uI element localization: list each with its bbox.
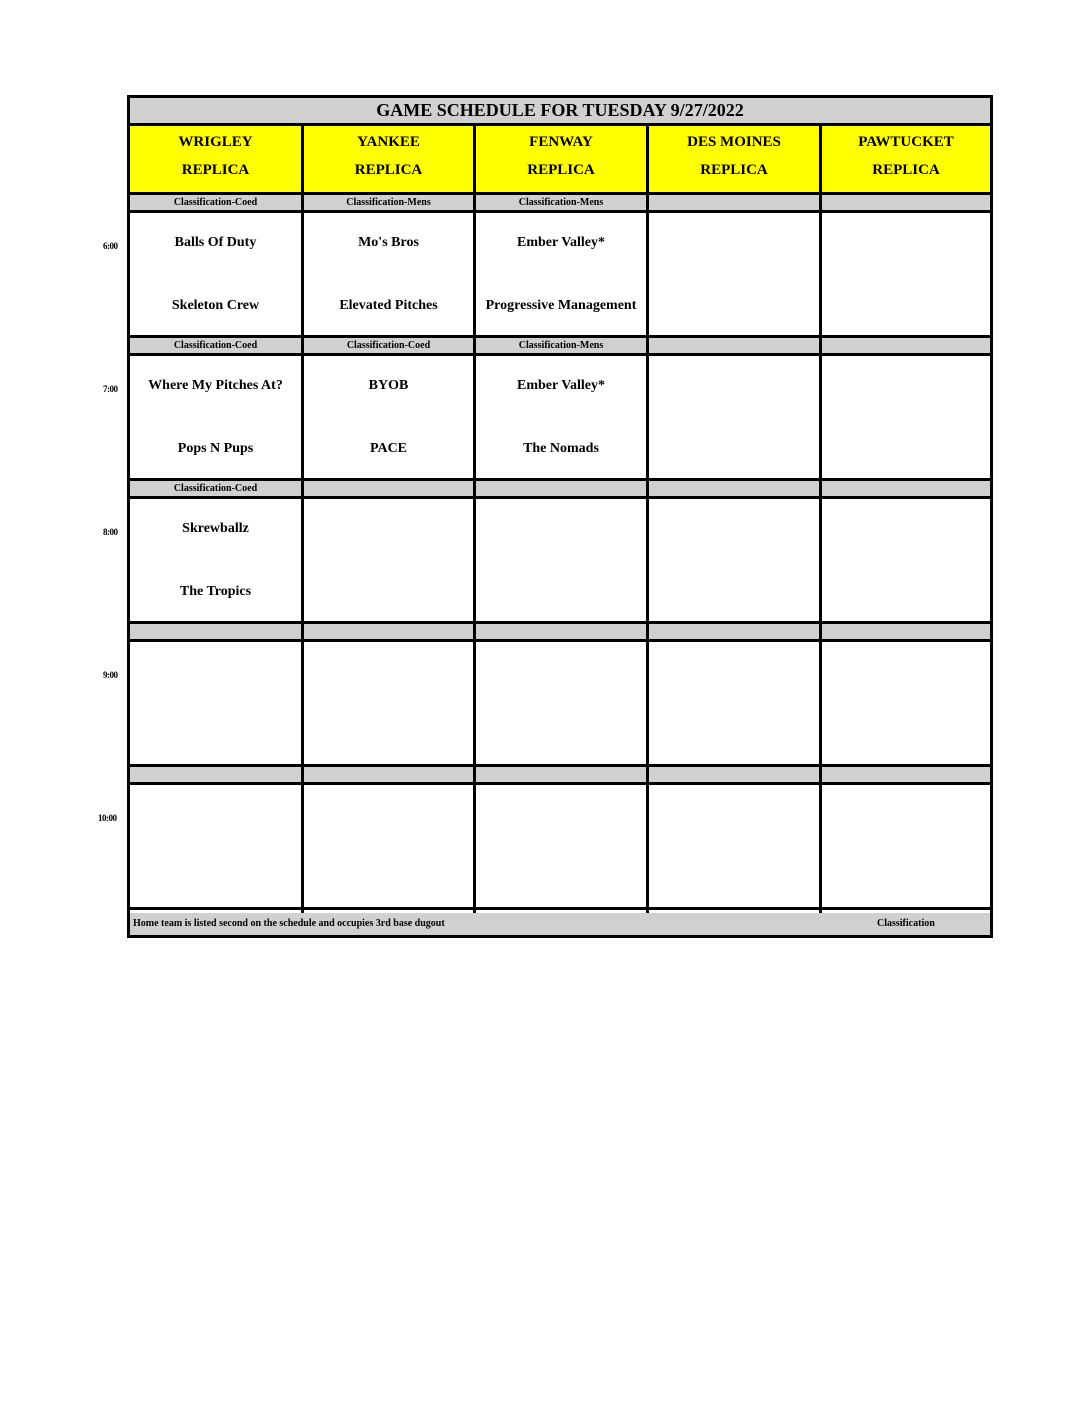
classification-band: [822, 767, 990, 785]
venue-header-3: [649, 126, 819, 195]
classification-band: [304, 481, 473, 499]
footer-note: Home team is listed second on the schedule and occupies 3rd base dugout: [133, 918, 445, 929]
classification-band: [822, 481, 990, 499]
classification-band: [649, 624, 819, 642]
classification-band: [649, 195, 819, 213]
home-team: Skeleton Crew: [171, 298, 260, 313]
game-cell: [130, 499, 301, 624]
game-cell: [130, 785, 301, 910]
time-slot-label: 8:00: [103, 527, 118, 537]
game-cell: [822, 356, 990, 481]
away-team: Balls Of Duty: [174, 235, 257, 250]
game-cell: [822, 499, 990, 624]
classification-band: [822, 195, 990, 213]
classification-band: [822, 624, 990, 642]
classification-band: [476, 481, 646, 499]
away-team: Mo's Bros: [358, 235, 419, 250]
column-divider: [301, 126, 304, 914]
away-team: BYOB: [368, 378, 409, 393]
game-cell: [304, 642, 473, 767]
footer-classification-label: Classification: [877, 918, 935, 929]
classification-band: [649, 481, 819, 499]
game-cell: [130, 642, 301, 767]
away-team: Skrewballz: [182, 521, 249, 536]
venue-name: YANKEE: [357, 134, 420, 150]
home-team: PACE: [369, 441, 408, 456]
classification-band: Classification-Mens: [304, 195, 473, 213]
time-slot-label: 9:00: [103, 670, 118, 680]
venue-type: REPLICA: [181, 162, 250, 178]
away-team: Ember Valley*: [516, 235, 606, 250]
home-team: Progressive Management: [485, 298, 637, 313]
classification-band: [822, 338, 990, 356]
venue-name: FENWAY: [529, 134, 593, 150]
column-divider: [473, 126, 476, 914]
home-team: The Tropics: [179, 584, 252, 599]
game-cell: [649, 785, 819, 910]
classification-band: [304, 624, 473, 642]
game-cell: [130, 356, 301, 481]
classification-band: Classification-Coed: [130, 195, 301, 213]
game-cell: [304, 213, 473, 338]
venue-type: REPLICA: [872, 162, 940, 178]
game-cell: [649, 499, 819, 624]
away-team: Where My Pitches At?: [148, 378, 283, 393]
game-cell: [476, 785, 646, 910]
column-divider: [646, 126, 649, 914]
game-cell: [476, 499, 646, 624]
time-slot-label: 10:00: [98, 813, 117, 823]
game-cell: [476, 356, 646, 481]
classification-band: Classification-Coed: [130, 338, 301, 356]
home-team: Elevated Pitches: [339, 298, 438, 313]
venue-type: REPLICA: [354, 162, 423, 178]
home-team: The Nomads: [523, 441, 599, 456]
game-cell: [476, 642, 646, 767]
venue-type: REPLICA: [527, 162, 595, 178]
classification-band: [649, 338, 819, 356]
classification-band: Classification-Coed: [130, 481, 301, 499]
venue-name: PAWTUCKET: [858, 134, 954, 150]
column-divider: [819, 126, 822, 914]
game-cell: [304, 785, 473, 910]
game-cell: [476, 213, 646, 338]
classification-band: Classification-Coed: [304, 338, 473, 356]
classification-band: [130, 767, 301, 785]
classification-band: Classification-Mens: [476, 195, 646, 213]
classification-band: Classification-Mens: [476, 338, 646, 356]
time-slot-label: 6:00: [103, 241, 118, 251]
footer-band: [130, 913, 990, 935]
game-cell: [649, 213, 819, 338]
game-cell: [649, 356, 819, 481]
venue-header-2: [476, 126, 646, 195]
game-cell: [822, 642, 990, 767]
game-cell: [304, 356, 473, 481]
time-slot-label: 7:00: [103, 384, 118, 394]
away-team: Ember Valley*: [516, 378, 606, 393]
venue-header-4: [822, 126, 990, 195]
venue-header-0: [130, 126, 301, 195]
game-cell: [822, 213, 990, 338]
game-cell: [304, 499, 473, 624]
game-cell: [649, 642, 819, 767]
classification-band: [130, 624, 301, 642]
classification-band: [304, 767, 473, 785]
game-cell: [130, 213, 301, 338]
venue-name: WRIGLEY: [178, 134, 253, 150]
schedule-table: [127, 95, 993, 938]
venue-name: DES MOINES: [687, 134, 781, 150]
venue-type: REPLICA: [700, 162, 768, 178]
home-team: Pops N Pups: [177, 441, 254, 456]
classification-band: [476, 767, 646, 785]
classification-band: [476, 624, 646, 642]
venue-header-1: [304, 126, 473, 195]
classification-band: [649, 767, 819, 785]
schedule-title: GAME SCHEDULE FOR TUESDAY 9/27/2022: [130, 98, 990, 126]
game-cell: [822, 785, 990, 910]
